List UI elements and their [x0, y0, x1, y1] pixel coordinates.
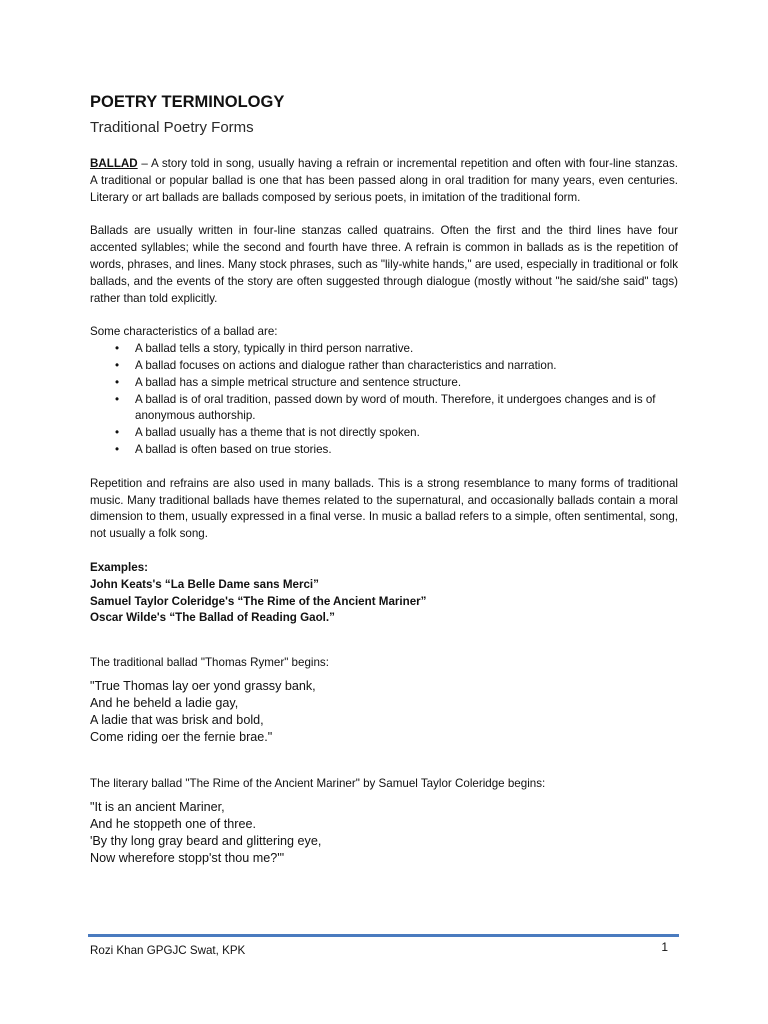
verse-line: And he stoppeth one of three.: [90, 816, 256, 831]
example-item: Samuel Taylor Coleridge's “The Rime of the Ancient Mariner”: [90, 594, 427, 608]
page-title: POETRY TERMINOLOGY: [90, 93, 285, 111]
verse-line: "True Thomas lay oer yond grassy bank,: [90, 678, 316, 693]
list-item: • A ballad tells a story, typically in third person narrative.: [90, 341, 678, 358]
verse-line: And he beheld a ladie gay,: [90, 695, 239, 710]
excerpt1-intro: The traditional ballad "Thomas Rymer" begins:: [90, 656, 329, 670]
example-item: John Keats's “La Belle Dame sans Merci”: [90, 577, 319, 591]
footer-author: Rozi Khan GPGJC Swat, KPK: [90, 944, 246, 957]
page-content: [90, 92, 678, 867]
example-item: Oscar Wilde's “The Ballad of Reading Gaol.”: [90, 611, 335, 625]
ballad-term: BALLAD: [90, 157, 138, 170]
verse-line: Come riding oer the fernie brae.": [90, 729, 273, 744]
list-item: • A ballad focuses on actions and dialogue rather than characteristics and narration.: [90, 358, 678, 375]
ballad-definition-text: – A story told in song, usually having a refrain or incremental repetition and often with four-line stanzas. A traditional or popular ballad is one that has been passed along in oral tradition for many years, even centuries. Literary or art ballads are ballads composed by serious poets, in imitation of the traditional form.: [90, 157, 678, 204]
ballad-paragraph-3: Repetition and refrains are also used in many ballads. This is a strong resemblance to many forms of traditional music. Many traditional ballads have themes related to the supernatural, and occasionally ballads contain a moral dimension to them, usually expressed in a final verse. In music a ballad refers to a simple, often sentimental, song, not usually a folk song.: [90, 476, 678, 541]
ballad-paragraph-2: Ballads are usually written in four-line stanzas called quatrains. Often the first and the third lines have four accented syllables; while the second and fourth have three. A refrain is common in ballads as is the repetition of words, phrases, and lines. Many stock phrases, such as "lily-white hands," are used, especially in traditional or folk ballads, and the events of the story are often suggested through dialogue (mostly without "he said/she said" tags) rather than told explicitly.: [90, 224, 678, 305]
excerpt2-verse: [90, 799, 678, 867]
verse-line: 'By thy long gray beard and glittering eye,: [90, 833, 322, 848]
excerpt1-verse: [90, 678, 678, 746]
page-number: 1: [661, 940, 668, 954]
page-subtitle: Traditional Poetry Forms: [90, 119, 254, 136]
examples-heading: Examples:: [90, 560, 148, 574]
excerpt2-intro: The literary ballad "The Rime of the Ancient Mariner" by Samuel Taylor Coleridge begins:: [90, 776, 546, 790]
list-item: • A ballad has a simple metrical structure and sentence structure.: [90, 375, 678, 392]
verse-line: A ladie that was brisk and bold,: [90, 712, 264, 727]
verse-line: "It is an ancient Mariner,: [90, 799, 225, 814]
footer-rule: [88, 934, 679, 937]
verse-line: Now wherefore stopp'st thou me?'": [90, 850, 285, 865]
characteristics-list: [90, 341, 678, 459]
list-item: • A ballad is of oral tradition, passed down by word of mouth. Therefore, it undergoes changes and is of anonymous authorship.: [90, 392, 678, 426]
characteristics-heading: Some characteristics of a ballad are:: [90, 325, 278, 339]
ballad-definition: [90, 156, 678, 206]
list-item: • A ballad is often based on true stories.: [90, 442, 678, 459]
list-item: • A ballad usually has a theme that is not directly spoken.: [90, 425, 678, 442]
